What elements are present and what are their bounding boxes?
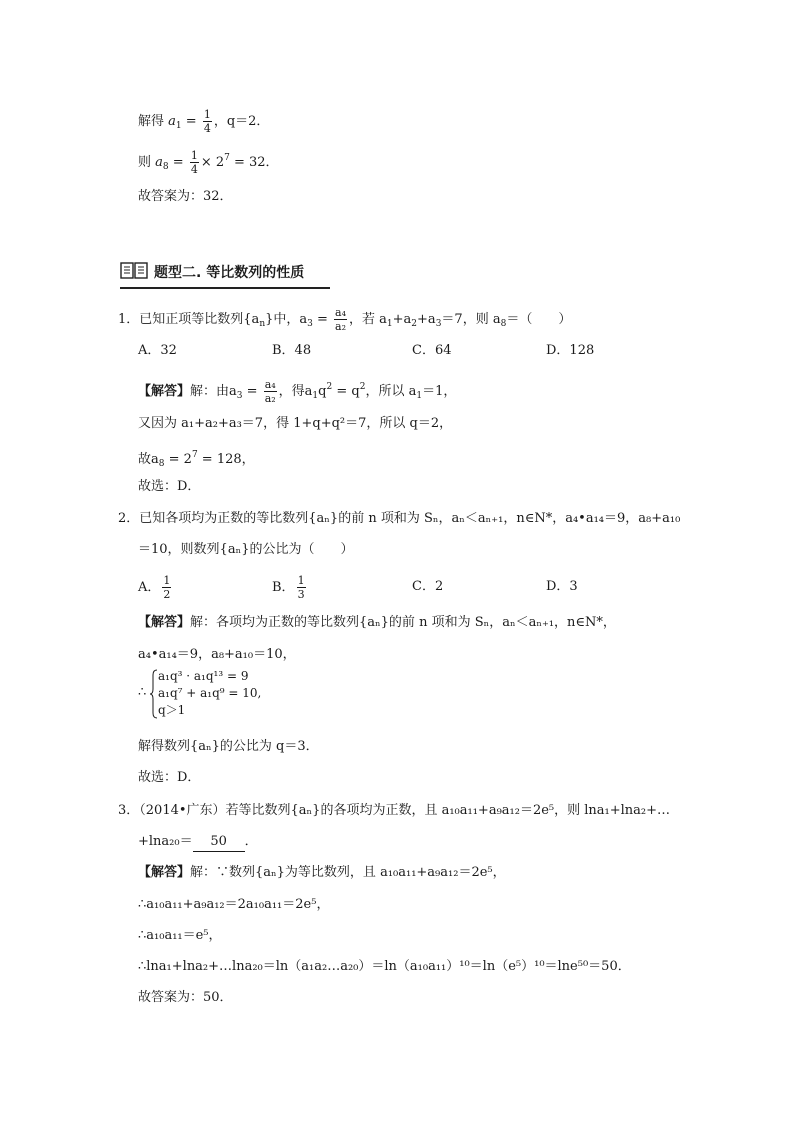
question-2-stem-1	[118, 510, 680, 528]
system-row-1: a₁q³ · a₁q¹³ = 9	[158, 669, 249, 683]
text: = 32．	[229, 155, 279, 170]
question-2-stem-2: ＝10，则数列{aₙ}的公比为（ ）	[138, 542, 354, 557]
fill-blank-answer: 50	[193, 833, 245, 852]
q2-answer-line-1	[138, 614, 616, 632]
text: +a	[417, 312, 436, 327]
question-number: 2．	[118, 511, 140, 526]
text: ，所以 a	[365, 384, 417, 399]
var: a	[168, 114, 176, 129]
text: 已知各项均为正数的等比数列{aₙ}的前 n 项和为 Sₙ，aₙ＜aₙ₊₁，n∈N*，a₄•a₁₄＝9，a₈+a₁₀	[139, 511, 681, 526]
text: （2014•广东）若等比数列{aₙ}的各项均为正数，且 a₁₀a₁₁+a₉a₁₂＝2e⁵，则 lna₁+lna₂+…	[139, 803, 671, 818]
q1-answer-line-2: 又因为 a₁+a₂+a₃＝7，得 1+q+q²＝7，所以 q＝2，	[138, 416, 453, 431]
q1-answer-line-1: 【解答】解：由$a_3$ = $\frac{\text{a₄}}{\text{a₂}}$ ，得$a_1q^2 = q^2$，所以 $a_1=1$，	[138, 378, 457, 405]
q2-option-d: D．3	[546, 579, 578, 594]
section-heading	[120, 259, 304, 285]
denominator: a₂	[335, 320, 347, 333]
denominator: 2	[163, 588, 171, 601]
brace-icon	[150, 669, 158, 719]
text: 解：由a	[190, 384, 237, 399]
q3-answer-line-4: ∴lna₁+lna₂+…lna₂₀＝ln（a₁a₂…a₂₀）＝ln（a₁₀a₁₁）¹⁰＝ln（e⁵）¹⁰＝lne⁵⁰＝50．	[138, 959, 631, 974]
text: 解：各项均为正数的等比数列{aₙ}的前 n 项和为 Sₙ，aₙ＜aₙ₊₁，n∈N*，	[190, 615, 616, 630]
fraction	[334, 306, 347, 333]
book-icon	[120, 260, 148, 284]
q1-answer-line-3: 故$a_8 = 2^7 = 128$，	[138, 450, 255, 469]
q2-answer-line-3: 解得数列{aₙ}的公比为 q＝3．	[138, 739, 319, 754]
equation-system	[138, 667, 328, 723]
text: 已知正项等比数列{a	[139, 312, 260, 327]
q2-answer-line-2: a₄•a₁₄＝9，a₈+a₁₀＝10，	[138, 647, 296, 662]
numerator: 1	[163, 574, 171, 587]
superscript: 7	[224, 153, 230, 163]
text: +a	[392, 312, 412, 327]
q3-answer-line-1	[138, 864, 506, 882]
text: = 2	[164, 452, 192, 467]
fraction	[203, 108, 212, 135]
denominator: 4	[203, 122, 211, 135]
var: a	[155, 155, 163, 170]
q1-option-b: B．48	[272, 343, 312, 358]
section-underline	[120, 287, 330, 289]
therefore-symbol: ∴	[138, 685, 147, 700]
system-row-2: a₁q⁷ + a₁q⁹ = 10,	[158, 686, 262, 700]
text: ，q＝2．	[213, 114, 270, 129]
text: ．	[244, 834, 258, 849]
numerator: a₄	[335, 306, 347, 319]
q2-option-a	[138, 574, 173, 601]
q1-answer-line-4: 故选：D．	[138, 479, 201, 494]
text: = q	[332, 384, 360, 399]
text: }中，a	[265, 312, 308, 327]
q1-option-a: A．32	[138, 343, 177, 358]
text: 故a	[138, 452, 159, 467]
text: 则	[138, 155, 152, 170]
q1-option-d: D．128	[546, 343, 595, 358]
q2-option-b	[272, 574, 308, 601]
numerator: 1	[297, 574, 305, 587]
section-title: 题型二. 等比数列的性质	[154, 265, 305, 281]
text: q	[318, 384, 327, 399]
system-row-3: q＞1	[158, 703, 186, 717]
answer-tag: 【解答】	[138, 615, 191, 630]
text: +lna₂₀＝	[138, 834, 193, 849]
fraction	[297, 574, 306, 601]
text: =	[181, 114, 201, 129]
text: ＝（ ）	[506, 312, 572, 327]
text: =	[312, 312, 333, 327]
question-number: 3．	[118, 803, 140, 818]
subscript: 8	[162, 162, 169, 172]
text: ＝1，	[422, 384, 457, 399]
q2-option-c: C．2	[412, 579, 444, 594]
fraction	[162, 574, 171, 601]
text: 解得	[138, 114, 165, 129]
text: = 128，	[197, 452, 255, 467]
option-label: B．	[272, 580, 295, 595]
text: ＝7，则 a	[441, 312, 501, 327]
prev-line-3: 故答案为：32．	[138, 189, 233, 204]
q1-option-c: C．64	[412, 343, 452, 358]
denominator: a₂	[264, 392, 276, 405]
denominator: 4	[190, 163, 198, 176]
numerator: a₄	[264, 378, 276, 391]
fraction	[190, 149, 199, 176]
question-3-stem-2	[138, 833, 258, 852]
answer-tag: 【解答】	[138, 384, 191, 399]
numerator: 1	[190, 149, 198, 162]
text: × 2	[200, 155, 225, 170]
text: =	[168, 155, 188, 170]
text: =	[242, 384, 262, 399]
text: ，得a	[278, 384, 313, 399]
q3-answer-line-3: ∴a₁₀a₁₁＝e⁵，	[138, 928, 222, 943]
subscript: 1	[175, 121, 182, 131]
prev-line-2	[138, 149, 279, 176]
numerator: 1	[203, 108, 211, 121]
question-3-stem-1	[118, 802, 670, 820]
q2-answer-line-4: 故选：D．	[138, 770, 201, 785]
prev-line-1	[138, 108, 269, 135]
q3-answer-line-5: 故答案为：50．	[138, 990, 233, 1005]
q3-answer-line-2: ∴a₁₀a₁₁+a₉a₁₂＝2a₁₀a₁₁＝2e⁵，	[138, 897, 330, 912]
answer-tag: 【解答】	[138, 865, 191, 880]
question-number: 1．	[118, 312, 140, 327]
text: 解：∵数列{aₙ}为等比数列，且 a₁₀a₁₁+a₉a₁₂＝2e⁵，	[190, 865, 506, 880]
question-1-stem: 1．已知正项等比数列$\{a_n\}$中，$a_3$ = $\frac{\text{a₄}}{\text{a₂}}$ ，若 $a_1+a_2+a_3=7$，则 $a_8=$（ ）	[118, 306, 572, 333]
denominator: 3	[297, 588, 305, 601]
option-label: A．	[138, 580, 161, 595]
fraction	[264, 378, 277, 405]
text: ，若 a	[349, 312, 387, 327]
